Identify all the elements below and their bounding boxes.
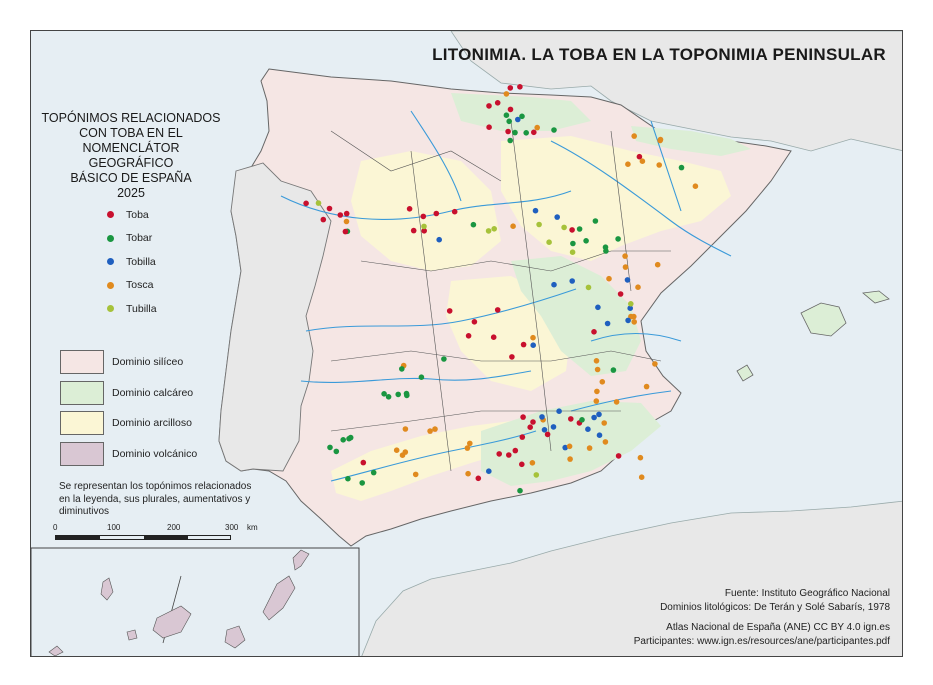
toponym-point — [491, 334, 497, 340]
toponym-point — [432, 426, 438, 432]
legend-heading-line: TOPÓNIMOS RELACIONADOS — [41, 111, 221, 125]
source-line: Fuente: Instituto Geográfico Nacional — [724, 588, 890, 599]
legend-item-tobar — [107, 227, 157, 251]
toponym-point — [508, 85, 514, 91]
toponym-point — [554, 214, 560, 220]
legend-note: Se representan los topónimos relacionados en la leyenda, sus plurales, aumentativos y diminutivos — [59, 481, 252, 517]
toponym-point — [611, 367, 617, 373]
toponym-point — [476, 476, 482, 482]
toponym-point — [465, 471, 471, 477]
toponym-point — [520, 414, 526, 420]
toponym-point — [344, 219, 350, 225]
toponym-point — [603, 439, 609, 445]
scale-bar-graphic — [55, 535, 231, 540]
toponym-point — [601, 420, 607, 426]
toponym-point — [586, 285, 592, 291]
toponym-point — [546, 239, 552, 245]
toponym-point — [625, 277, 631, 283]
toponym-point — [640, 158, 646, 164]
legend-domain-clay — [60, 408, 197, 439]
toponym-point — [628, 301, 634, 307]
toponym-point — [594, 389, 600, 395]
toponym-point — [491, 226, 497, 232]
sources-block — [634, 587, 890, 649]
toponym-point — [513, 448, 519, 454]
toponym-point — [551, 282, 557, 288]
toponym-point — [616, 453, 622, 459]
toponym-point — [625, 318, 631, 324]
toponym-point — [467, 441, 473, 447]
legend-heading-line: NOMENCLÁTOR GEOGRÁFICO — [82, 141, 180, 170]
toponym-point — [504, 112, 510, 118]
toponym-point — [338, 212, 344, 218]
toponym-point — [523, 130, 529, 136]
toponym-point — [539, 414, 545, 420]
toponym-point — [631, 133, 637, 139]
toponym-point — [615, 236, 621, 242]
toponym-point — [506, 119, 512, 125]
toponym-point — [605, 321, 611, 327]
toponym-point — [679, 165, 685, 171]
toponym-point — [579, 417, 585, 423]
scale-label: 200 — [167, 523, 181, 532]
ibiza — [737, 365, 753, 381]
legend-item-label: Tubilla — [126, 302, 157, 315]
toponym-point — [596, 412, 602, 418]
toponym-point — [577, 226, 583, 232]
toponym-point — [597, 432, 603, 438]
swatch-icon — [60, 350, 104, 374]
toponym-point — [639, 474, 645, 480]
toponym-point — [625, 161, 631, 167]
toponym-point — [595, 367, 601, 373]
toponym-point — [652, 361, 658, 367]
toponym-point — [521, 342, 527, 348]
toponym-point — [569, 227, 575, 233]
toponym-point — [593, 218, 599, 224]
legend-domain-volcanic — [60, 439, 197, 470]
blue-dot-icon — [107, 258, 114, 265]
toponym-point — [486, 103, 492, 109]
legend-item-label: Tosca — [126, 279, 154, 292]
legend-domain-label: Dominio arcilloso — [112, 417, 192, 430]
swatch-icon — [60, 442, 104, 466]
toponym-point — [486, 468, 492, 474]
toponym-point — [567, 456, 573, 462]
toponym-point — [419, 374, 425, 380]
toponym-point — [594, 358, 600, 364]
toponym-point — [345, 476, 351, 482]
toponym-point — [421, 224, 427, 230]
toponym-point — [530, 460, 536, 466]
legend-item-label: Tobilla — [126, 255, 156, 268]
toponym-point — [583, 238, 589, 244]
legend-domain-label: Dominio calcáreo — [112, 386, 194, 399]
menorca — [863, 291, 889, 303]
toponym-point — [631, 319, 637, 325]
toponym-point — [495, 100, 501, 106]
toponym-point — [644, 384, 650, 390]
legend-item-tobilla — [107, 250, 157, 274]
toponym-point — [486, 228, 492, 234]
legend-domain-label: Dominio silíceo — [112, 356, 184, 369]
toponym-point — [693, 183, 699, 189]
scale-label: 100 — [107, 523, 121, 532]
legend-domain-siliceous — [60, 347, 197, 378]
toponym-point — [334, 449, 340, 455]
toponym-point — [517, 84, 523, 90]
credit-line: Participantes: www.ign.es/resources/ane/participantes.pdf — [633, 636, 890, 647]
credit-line: Atlas Nacional de España (ANE) CC BY 4.0 ign.es — [666, 622, 890, 633]
toponym-point — [441, 356, 447, 362]
toponym-point — [395, 392, 401, 398]
toponym-point — [504, 91, 510, 97]
legend-item-label: Toba — [126, 208, 149, 221]
toponym-point — [530, 342, 536, 348]
toponym-point — [591, 415, 597, 421]
yellow-green-dot-icon — [107, 305, 114, 312]
toponym-point — [512, 130, 518, 136]
green-dot-icon — [107, 235, 114, 242]
toponym-point — [316, 200, 322, 206]
toponym-point — [545, 432, 551, 438]
toponym-point — [527, 424, 533, 430]
scale-unit: km — [247, 523, 258, 532]
toponym-point — [403, 426, 409, 432]
scale-label: 300 — [225, 523, 239, 532]
toponym-point — [587, 445, 593, 451]
point-legend — [107, 203, 157, 321]
toponym-point — [517, 488, 523, 494]
toponym-point — [606, 276, 612, 282]
toponym-point — [570, 241, 576, 247]
toponym-point — [622, 253, 628, 259]
toponym-point — [531, 130, 537, 136]
toponym-point — [510, 223, 516, 229]
toponym-point — [400, 452, 406, 458]
canary-inset — [31, 548, 359, 657]
toponym-point — [411, 228, 417, 234]
toponym-point — [534, 472, 540, 478]
toponym-point — [561, 225, 567, 231]
toponym-point — [371, 470, 377, 476]
legend-item-tubilla — [107, 297, 157, 321]
toponym-point — [534, 125, 540, 131]
toponym-point — [472, 319, 478, 325]
toponym-point — [567, 444, 573, 450]
toponym-point — [530, 335, 536, 341]
toponym-point — [394, 447, 400, 453]
toponym-point — [536, 222, 542, 228]
toponym-point — [359, 480, 365, 486]
toponym-point — [495, 307, 501, 313]
toponym-point — [570, 249, 576, 255]
toponym-point — [585, 426, 591, 432]
toponym-point — [486, 124, 492, 130]
toponym-point — [520, 434, 526, 440]
toponym-point — [519, 114, 525, 120]
toponym-point — [600, 379, 606, 385]
toponym-point — [434, 211, 440, 217]
red-dot-icon — [107, 211, 114, 218]
toponym-point — [344, 211, 350, 217]
toponym-point — [591, 329, 597, 335]
toponym-point — [542, 427, 548, 433]
toponym-point — [452, 209, 458, 215]
domain-legend — [60, 347, 197, 469]
toponym-point — [551, 424, 557, 430]
toponym-point — [623, 264, 629, 270]
legend-heading-year: 2025 — [117, 186, 145, 200]
toponym-point — [303, 201, 309, 207]
toponym-point — [508, 107, 514, 113]
toponym-point — [343, 229, 349, 235]
toponym-point — [399, 366, 405, 372]
toponym-point — [509, 354, 515, 360]
toponym-point — [427, 428, 433, 434]
legend-item-tosca — [107, 274, 157, 298]
toponym-point — [505, 129, 511, 135]
toponym-point — [506, 452, 512, 458]
toponym-point — [530, 419, 536, 425]
toponym-point — [635, 284, 641, 290]
toponym-point — [594, 398, 600, 404]
legend-domain-label: Dominio volcánico — [112, 447, 198, 460]
toponym-point — [327, 445, 333, 451]
toponym-point — [381, 391, 387, 397]
legend-item-label: Tobar — [126, 232, 153, 245]
toponym-point — [556, 408, 562, 414]
toponym-point — [614, 399, 620, 405]
map-frame — [30, 30, 903, 657]
swatch-icon — [60, 411, 104, 435]
toponym-point — [466, 333, 472, 339]
source-line: Dominios litológicos: De Terán y Solé Sabarís, 1978 — [660, 602, 890, 613]
toponym-point — [657, 138, 663, 144]
toponym-point — [507, 138, 513, 144]
legend-item-toba — [107, 203, 157, 227]
toponym-point — [638, 455, 644, 461]
map-title: LITONIMIA. LA TOBA EN LA TOPONIMIA PENINSULAR — [432, 45, 886, 64]
toponym-point — [447, 308, 453, 314]
toponym-point — [533, 208, 539, 214]
toponym-point — [568, 416, 574, 422]
toponym-point — [471, 222, 477, 228]
toponym-point — [327, 206, 333, 212]
toponym-point — [569, 278, 575, 284]
toponym-point — [413, 472, 419, 478]
toponym-point — [404, 391, 410, 397]
toponym-point — [655, 262, 661, 268]
swatch-icon — [60, 381, 104, 405]
legend-heading-line: BÁSICO DE ESPAÑA — [70, 171, 192, 185]
toponym-point — [603, 248, 609, 254]
toponym-point — [618, 291, 624, 297]
toponym-point — [346, 436, 352, 442]
toponym-point — [361, 460, 367, 466]
toponym-point — [595, 305, 601, 311]
legend-heading — [41, 111, 221, 201]
legend-domain-limestone — [60, 378, 197, 409]
toponym-point — [519, 462, 525, 468]
legend-heading-line: CON TOBA EN EL — [79, 126, 183, 140]
toponym-point — [436, 237, 442, 243]
toponym-point — [321, 217, 327, 223]
orange-dot-icon — [107, 282, 114, 289]
mallorca — [801, 303, 846, 336]
toponym-point — [340, 437, 346, 443]
scale-label: 0 — [53, 523, 58, 532]
toponym-point — [421, 214, 427, 220]
toponym-point — [407, 206, 413, 212]
la-gomera — [127, 630, 137, 640]
toponym-point — [496, 451, 502, 457]
toponym-point — [551, 127, 557, 133]
toponym-point — [656, 162, 662, 168]
